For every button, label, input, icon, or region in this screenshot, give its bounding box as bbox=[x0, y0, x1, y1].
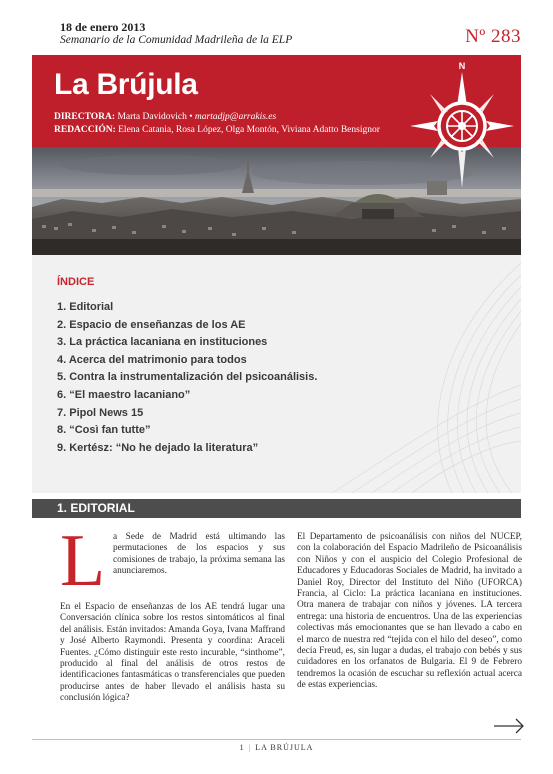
footer-brand: LA BRÚJULA bbox=[255, 743, 314, 752]
index-panel bbox=[32, 255, 521, 493]
index-item-5[interactable]: 5. Contra la instrumentalización del psicoanálisis. bbox=[57, 371, 318, 384]
section-header-editorial bbox=[32, 499, 521, 518]
director-label: DIRECTORA: bbox=[54, 112, 116, 122]
index-item-4[interactable]: 4. Acerca del matrimonio para todos bbox=[57, 353, 247, 366]
editorial-paragraph-1: a Sede de Madrid está ultimando las permutaciones de los espacios y sus comisiones de trabajo, la próxima semana las anunciaremos. bbox=[113, 532, 285, 577]
editorial-paragraph-2: En el Espacio de enseñanzas de los AE tendrá lugar una Conversación clínica sobre los restos sintomáticos al final del análisis. Están invitados: Amanda Goya, Ivana Maffrand y José Alberto Raymondi. Presenta y coordina: Araceli Fuentes. ¿Cómo distinguir este resto incurable, “sinthome”, producido al final del análisis de otros restos de identificaciones fantasmáticas o transferenciales que pueden producirse antes de haber llevado el análisis hasta su conclusión lógica? bbox=[60, 602, 285, 704]
index-item-1[interactable]: 1. Editorial bbox=[57, 301, 114, 313]
index-list bbox=[57, 299, 317, 457]
page-footer bbox=[0, 743, 553, 752]
redaccion-line bbox=[54, 125, 380, 135]
compass-logo bbox=[408, 58, 516, 188]
footer-separator: | bbox=[248, 743, 251, 752]
director-line bbox=[54, 112, 276, 122]
redaccion-label: REDACCIÓN: bbox=[54, 125, 116, 135]
compass-north-letter: N bbox=[458, 61, 466, 71]
header-subtitle: Semanario de la Comunidad Madrileña de la ELP bbox=[60, 34, 293, 46]
index-item-9[interactable]: 9. Kertész: “No he dejado la literatura” bbox=[57, 441, 259, 454]
director-email[interactable]: martadjp@arrakis.es bbox=[194, 112, 277, 122]
footer-rule bbox=[32, 739, 521, 740]
index-item-7[interactable]: 7. Pipol News 15 bbox=[57, 406, 144, 419]
editorial-paragraph-3: El Departamento de psicoanálisis con niños del NUCEP, con la colaboración del Espacio Madrileño de Psicoanálisis con Niños y con el auspicio del Colegio Profesional de Educadores y Educadoras Sociales de Madrid, ha invitado a Daniel Roy, Director del Instituto del Niño (UFORCA) Francia, al Ciclo: La práctica lacaniana en instituciones. Otra manera de trabajar con niños y jóvenes. LA tercera entrega: una historia de encuentros. Una de las experiencias colectivas más emocionantes que se han llevado a cabo en el marco de nuestra red “tejida con el hilo del deseo”, como decía Freud, es, sin lugar a dudas, el trabajo con bebés y sus cuidadores en los orfanatos de Bulgaria. El 9 de Febrero tendremos la ocasión de escuchar su reflexión actual acerca de estas experiencias. bbox=[297, 532, 522, 691]
index-title: ÍNDICE bbox=[57, 276, 95, 288]
issue-number: Nº 283 bbox=[465, 26, 521, 47]
director-name: Marta Davidovich • bbox=[117, 112, 193, 122]
page-number: 1 bbox=[239, 743, 244, 752]
redaccion-names: Elena Catania, Rosa López, Olga Montón, Viviana Adatto Bensignor bbox=[118, 125, 380, 135]
index-item-3[interactable]: 3. La práctica lacaniana en instituciones bbox=[57, 336, 268, 349]
drop-cap: L bbox=[60, 520, 106, 602]
next-page-arrow-icon[interactable] bbox=[492, 716, 526, 736]
index-item-6[interactable]: 6. “El maestro lacaniano” bbox=[57, 388, 191, 401]
index-item-2[interactable]: 2. Espacio de enseñanzas de los AE bbox=[57, 318, 246, 331]
masthead-title: La Brújula bbox=[54, 68, 198, 101]
section-title: 1. EDITORIAL bbox=[57, 501, 135, 515]
index-item-8[interactable]: 8. “Così fan tutte” bbox=[57, 424, 151, 437]
header-date: 18 de enero 2013 bbox=[60, 20, 146, 34]
